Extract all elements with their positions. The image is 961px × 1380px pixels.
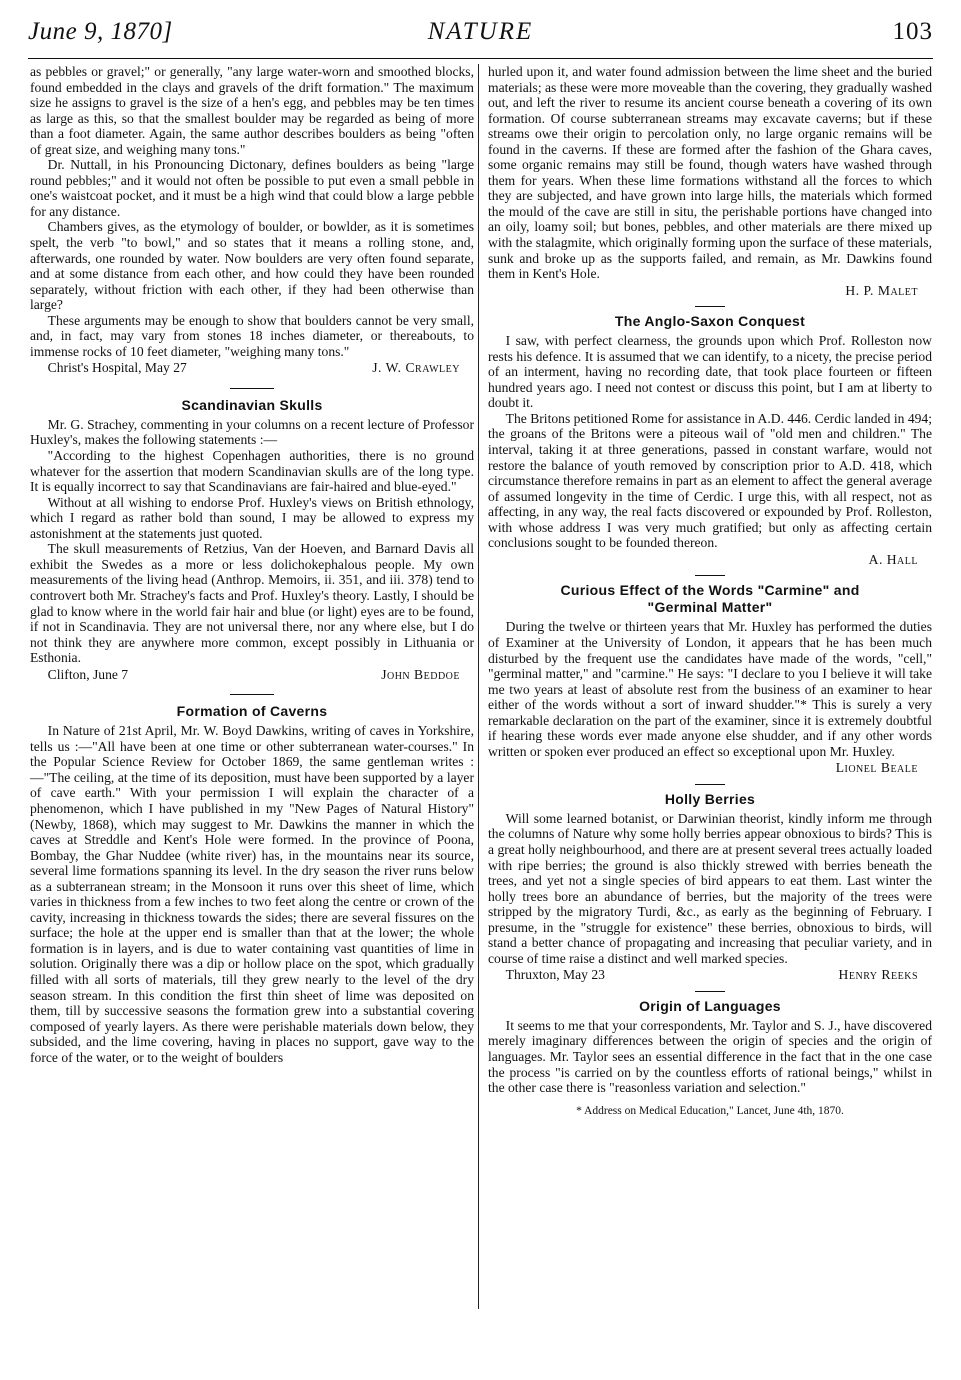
article-title-line-1: Curious Effect of the Words "Carmine" and [560, 582, 860, 599]
article-title: Formation of Caverns [176, 703, 328, 720]
header-title: NATURE [427, 18, 534, 45]
header-page-number: 103 [892, 18, 933, 45]
section-separator [230, 694, 274, 695]
article-title: Origin of Languages [639, 997, 781, 1014]
paragraph: Dr. Nuttall, in his Pronouncing Dictonary, defines boulders as being "large round pebbles;" and it would not often be possible to put even a small pebble in one's waistcoat pocket, and it must be a high wind that could blow a large pebble for any distance. [30, 157, 474, 219]
signature-line [488, 760, 932, 776]
letter-place-date: Christ's Hospital, May 27 [47, 360, 187, 376]
paragraph: I saw, with perfect clearness, the grounds upon which Prof. Rolleston now rests his defence. It is assumed that we can identify, to a nicety, the precise period of an interment, having no recording date, that took place fourteen or fifteen hundred years ago. I need not contest or discuss this point, but I am at liberty to doubt it. [488, 333, 932, 411]
signature-line [488, 283, 932, 299]
letter-signature: Lionel Beale [835, 760, 918, 776]
paragraph: During the twelve or thirteen years that Mr. Huxley has performed the duties of Examiner at the University of London, it appears that he has been much disturbed by the frequent use the candidates have made of the words, "cell," "germinal matter," and "carmine." He says: "I declare to you I believe it will take me two years at least of absolute rest from the business of an examiner to hear either of the words without a sort of inward shudder."* This is surely a very remarkable declaration on the part of the examiner, since it is extremely doubtful if hearing these words ever made anyone else shudder, and if any other words written or spoken ever produced an effect so exceptional upon Mr. Huxley. [488, 619, 932, 759]
paragraph: Mr. G. Strachey, commenting in your columns on a recent lecture of Professor Huxley's, makes the following statements :— [30, 416, 474, 448]
paragraph: Without at all wishing to endorse Prof. Huxley's views on British ethnology, which I regard as rather bold than sound, I may be allowed to express my astonishment at the statements just quoted. [30, 494, 474, 541]
paragraph: Chambers gives, as the etymology of boulder, or bowlder, as it is sometimes spelt, the verb "to bowl," and so states that it means a rolling stone, and, afterwards, one rounded by water. Now boulders are very often found separate, and at some distance from each other, and how could they have been rounded separately, without friction with each other, if they had been otherwise than large? [30, 219, 474, 313]
article-title-line-2: "Germinal Matter" [647, 599, 773, 616]
section-separator [230, 388, 274, 389]
signature-line [488, 967, 932, 983]
letter-signature: A. Hall [868, 551, 918, 567]
article-title: Holly Berries [664, 790, 756, 807]
paragraph: The skull measurements of Retzius, Van der Hoeven, and Barnard Davis all exhibit the Swedes as a more or less dolichokephalous people. My own measurements of the living head (Anthrop. Memoirs, ii. 351, and iii. 378) tend to controvert both Mr. Strachey's facts and Prof. Huxley's theory. Lastly, I should be glad to know where in the world fair hair and blue (or light) eyes are to be found, if not in Scandinavia. They are not universal there, nor any where else, but I do not think they are anywhere more common, except possibly in Lithuania or Esthonia. [30, 541, 474, 666]
section-separator [695, 306, 725, 307]
article-title: Scandinavian Skulls [181, 396, 323, 413]
section-separator [695, 575, 725, 576]
left-column [30, 64, 474, 1065]
header-rule [28, 58, 933, 59]
letter-signature: H. P. Malet [845, 282, 918, 298]
paragraph: "According to the highest Copenhagen authorities, there is no ground whatever for the assertion that modern Scandinavian skulls are of the long type. It is equally incorrect to say that Scandinavians are fair-haired and blue-eyed." [30, 448, 474, 495]
paragraph: It seems to me that your correspondents, Mr. Taylor and S. J., have discovered merely imaginary differences between the origin of species and the origin of languages. Mr. Taylor sees an essential difference in the fact that in the one case the process "is carried on by the countless efforts of rational beings," whilst in the other case there is "reasonless variation and selection." [488, 1017, 932, 1096]
section-separator [695, 991, 725, 992]
section-separator [695, 784, 725, 785]
paragraph: These arguments may be enough to show that boulders cannot be very small, and, in fact, may vary from stones 18 inches diameter, or thereabouts, to immense rocks of 10 feet diameter, "weighing many tons." [30, 312, 474, 359]
letter-signature: J. W. Crawley [372, 360, 460, 376]
letter-place-date: Thruxton, May 23 [505, 967, 605, 983]
paragraph: as pebbles or gravel;" or generally, "any large water-worn and smoothed blocks, found embedded in the clays and gravels of the drift formation." The maximum size he assigns to gravel is the size of a hen's egg, and pebbles may be ten times as large as this, so that the smallest boulder may be regarded as being of more than a foot diameter. Again, the same author describes boulders as being "often of great size, and weighing many tons." [30, 64, 474, 157]
letter-signature: John Beddoe [381, 666, 460, 682]
right-column [488, 64, 932, 1119]
footnote: * Address on Medical Education," Lancet, June 4th, 1870. [576, 1104, 844, 1117]
paragraph: Will some learned botanist, or Darwinian theorist, kindly inform me through the columns of Nature why some holly berries appear obnoxious to birds? This is a great holly neighbourhood, and there are at present several trees actually loaded with ripe berries; the ground is also thickly strewed with berries beneath the trees, and yet not a single species of bird appears to eat them. Last winter the holly trees bore an abundance of berries, but the majority of the trees were stripped by the migratory Turdi, &c., as early as the beginning of February. I presume, in the "struggle for existence" these berries, obnoxious to birds, will stand a better chance of propagating and increasing that peculiar variety, and in course of time raise a distinct and well marked species. [488, 810, 932, 966]
page-header [28, 14, 933, 54]
article-title: The Anglo-Saxon Conquest [614, 313, 806, 330]
signature-line [30, 667, 474, 683]
article-title [488, 582, 932, 616]
paragraph: hurled upon it, and water found admission between the lime sheet and the buried materials; as these were more moveable than the covering, they gradually washed out, and left the river to resume its ancient course beneath a covering of its own formation. Of course subterranean streams may excavate caverns; but if these streams owe their origin to percolation only, no large organic remains will be found in the caverns. If these are formed after the fashion of the Ghara caves, some organic remains may still be found, though waters have washed through them for years. When these lime formations withstand all the forces to which they are subjected, and have grown into large hills, the materials which formed the mould of the cave are still in situ, the perishable portions have changed into an oily, loamy soil; but bones, pebbles, and other materials are there mixed up with the stalagmite, which originally forming upon the surface of these materials, sunk and broke up as the supports failed, and remain, as Mr. Dawkins found them in Kent's Hole. [488, 64, 932, 282]
letter-place-date: Clifton, June 7 [47, 666, 129, 682]
signature-line [488, 552, 932, 568]
paragraph: The Britons petitioned Rome for assistance in A.D. 446. Cerdic landed in 494; the groans of the Britons were a piteous wail of "old men and children." The interval, taking it at three generations, passed in constant warfare, would not restore the balance of youth removed by conscription prior to A.D. 418, which circumstance therefore remains in part as an element to affect the general average of assumed longevity in the time of Cerdic. I urge this, with all respect, not as affecting, in any way, the real facts discovered or expounded by Prof. Rolleston, with whose address I was very much gratified; but only as affecting certain conclusions sought to be founded thereon. [488, 410, 932, 551]
paragraph: In Nature of 21st April, Mr. W. Boyd Dawkins, writing of caves in Yorkshire, tells us :—"All have been at one time or other subterranean water-courses." In the Popular Science Review for October 1869, the same gentleman writes :—"The ceiling, at the time of its deposition, must have been supported by a layer of cave earth." With your permission I will explain the character of a phenomenon, which I have published in my "New Pages of Natural History" (Newby, 1868), which may suggest to Mr. Dawkins the manner in which the caves at Streddle and Kent's Hole were formed. In the province of Poona, Bombay, the Ghar Nuddee (white river) has, in the mountains near its source, several lime formations spanning its level. In the dry season the river runs below as a subterranean stream; in the Monsoon it runs over this sheet of lime, which varies in thickness from a few inches to two feet along the centre or crown of the cavity, increasing in thickness towards the sides; there are several fissures on the surface; the hole at the upper end is smaller than that at the lower; the whole formation is in layers, and is due to water containing vast quantities of lime in solution. Originally there was a dip or hollow place on the spot, which gradually filled with all sorts of materials, till they grew nearly to the level of the dry season stream. In this condition the first thin sheet of lime was deposited on them, till by successive seasons the formation grew into a substantial covering composed of yearly layers. As there were perishable materials down below, they subsided, and the lime covering, having in places no support, gave way to the force of the water, or to the weight of boulders [30, 723, 474, 1065]
letter-signature: Henry Reeks [838, 967, 918, 983]
signature-line [30, 360, 474, 376]
header-date: June 9, 1870] [28, 18, 173, 45]
column-divider [478, 64, 479, 1309]
